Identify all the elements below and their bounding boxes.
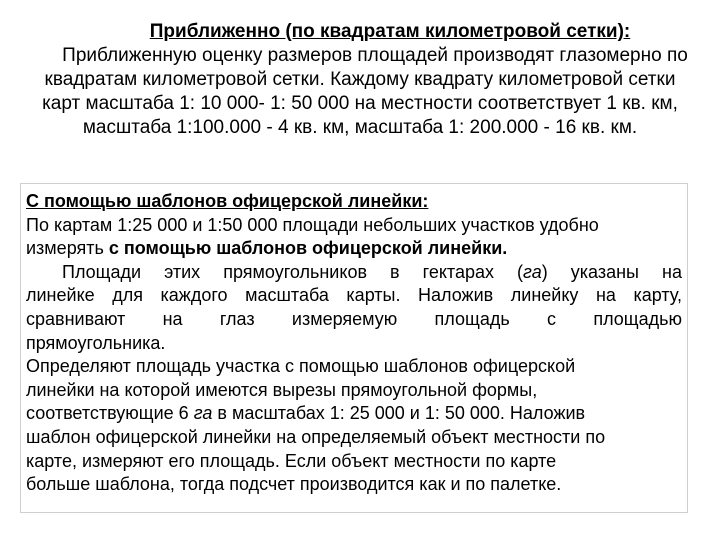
bottom-line-3 [26,261,682,285]
bottom-line-10: шаблон офицерской линейки на определяемый объект местности по [26,426,606,447]
bottom-line-9-c: в масштабах 1: 25 000 и 1: 50 000. Наложив [212,403,586,424]
bottom-line-11: карте, измеряют его площадь. Если объект местности по карте [26,450,557,471]
top-line-3: карт масштаба 1: 10 000- 1: 50 000 на местности соответствует 1 кв. км, [42,93,678,114]
bottom-line-3-a: Площади этих прямоугольников в гектарах ( [62,261,524,282]
bottom-line-9 [26,402,682,426]
bottom-line-1: По картам 1:25 000 и 1:50 000 площади небольших участков удобно [26,214,599,235]
bottom-line-2 [26,237,682,261]
bottom-line-2-b: с помощью шаблонов офицерской линейки. [108,238,508,259]
bottom-line-8: линейки на которой имеются вырезы прямоугольной формы, [26,379,538,400]
bottom-line-12: больше шаблона, тогда подсчет производится как и по палетке. [26,474,562,495]
top-line-2: квадратам километровой сетки. Каждому квадрату километровой сетки [44,69,676,90]
top-line-1: Приближенную оценку размеров площадей производят глазомерно по [62,45,688,66]
bottom-line-9-b: га [193,403,213,424]
bottom-line-2-a: измерять [26,238,109,259]
bottom-line-4: линейке для каждого масштаба карты. Наложив линейку на карту, [26,285,682,306]
bottom-line-3-b: га [523,261,542,282]
top-line-4: масштаба 1:100.000 - 4 кв. км, масштаба 1: 200.000 - 16 кв. км. [82,117,638,138]
top-text-block [18,20,702,140]
bottom-line-7: Определяют площадь участка с помощью шаблонов офицерской [26,356,576,377]
bottom-line-5: сравнивают на глаз измеряемую площадь с площадью [26,308,682,329]
bottom-line-9-a: соответствующие 6 [26,403,194,424]
bottom-line-6: прямоугольника. [26,332,166,353]
top-heading: Приближенно (по квадратам километровой сетки): [149,21,631,42]
bottom-text-block [26,190,682,497]
bottom-heading: С помощью шаблонов офицерской линейки: [26,191,429,211]
bottom-line-3-c: ) указаны на [541,261,682,282]
